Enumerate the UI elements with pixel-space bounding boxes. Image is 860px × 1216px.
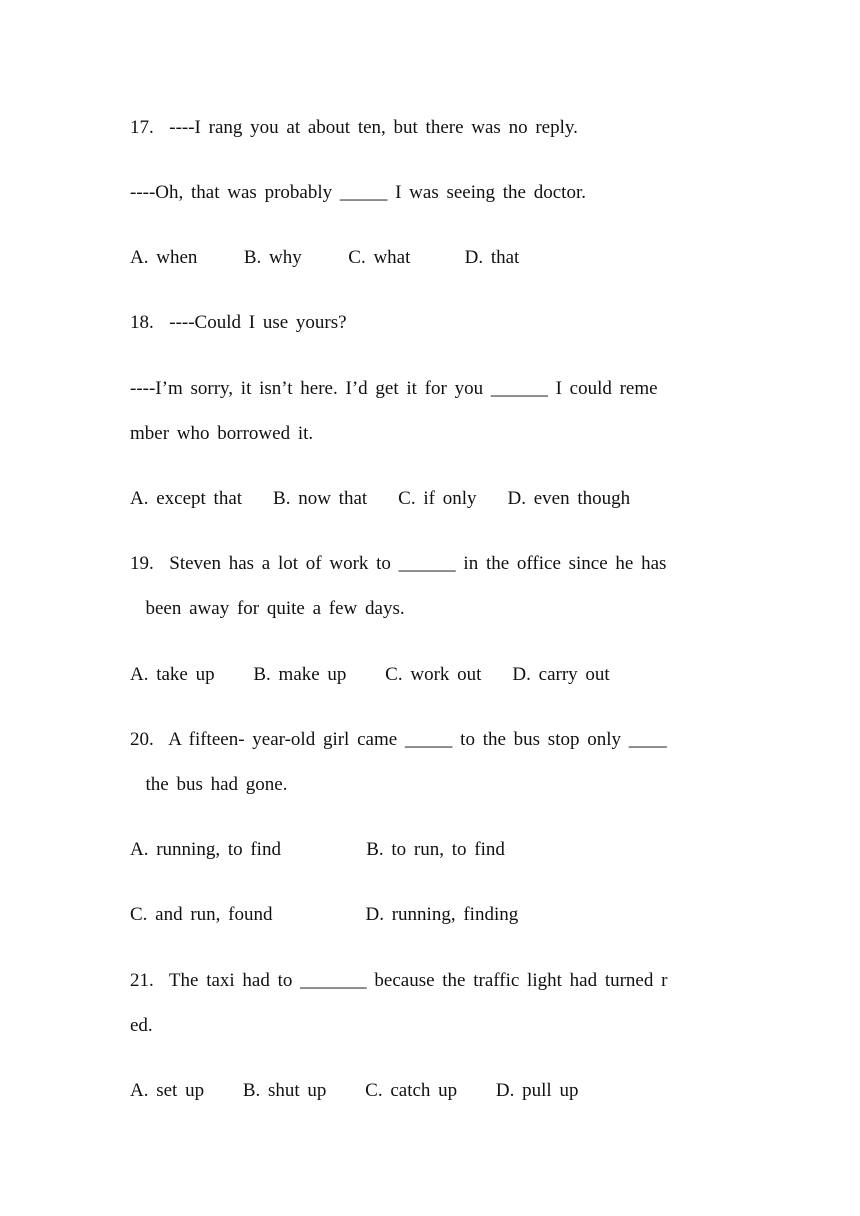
q19-options: A. take up B. make up C. work out D. carry out [130,664,610,685]
q19-stem-line-1: 19. Steven has a lot of work to ______ in the office since he has [130,553,667,574]
q18-stem-line-3: mber who borrowed it. [130,423,314,444]
q17-stem-line-1: 17. ----I rang you at about ten, but there was no reply. [130,117,578,138]
q18-stem-line-2: ----I’m sorry, it isn’t here. I’d get it for you ______ I could reme [130,378,658,399]
q20-stem-line-2: the bus had gone. [130,774,288,795]
q21-stem-line-2: ed. [130,1015,153,1036]
q17-stem-line-2: ----Oh, that was probably _____ I was seeing the doctor. [130,182,586,203]
q18-options: A. except that B. now that C. if only D. even though [130,488,631,509]
q21-options: A. set up B. shut up C. catch up D. pull up [130,1080,579,1101]
q19-stem-line-2: been away for quite a few days. [130,598,405,619]
q20-options-line-1: A. running, to find B. to run, to find [130,839,505,860]
q21-stem-line-1: 21. The taxi had to _______ because the traffic light had turned r [130,970,668,991]
q18-stem-line-1: 18. ----Could I use yours? [130,312,347,333]
q20-options-line-2: C. and run, found D. running, finding [130,904,519,925]
q20-stem-line-1: 20. A fifteen- year-old girl came _____ to the bus stop only ____ [130,729,667,750]
q17-options: A. when B. why C. what D. that [130,247,520,268]
